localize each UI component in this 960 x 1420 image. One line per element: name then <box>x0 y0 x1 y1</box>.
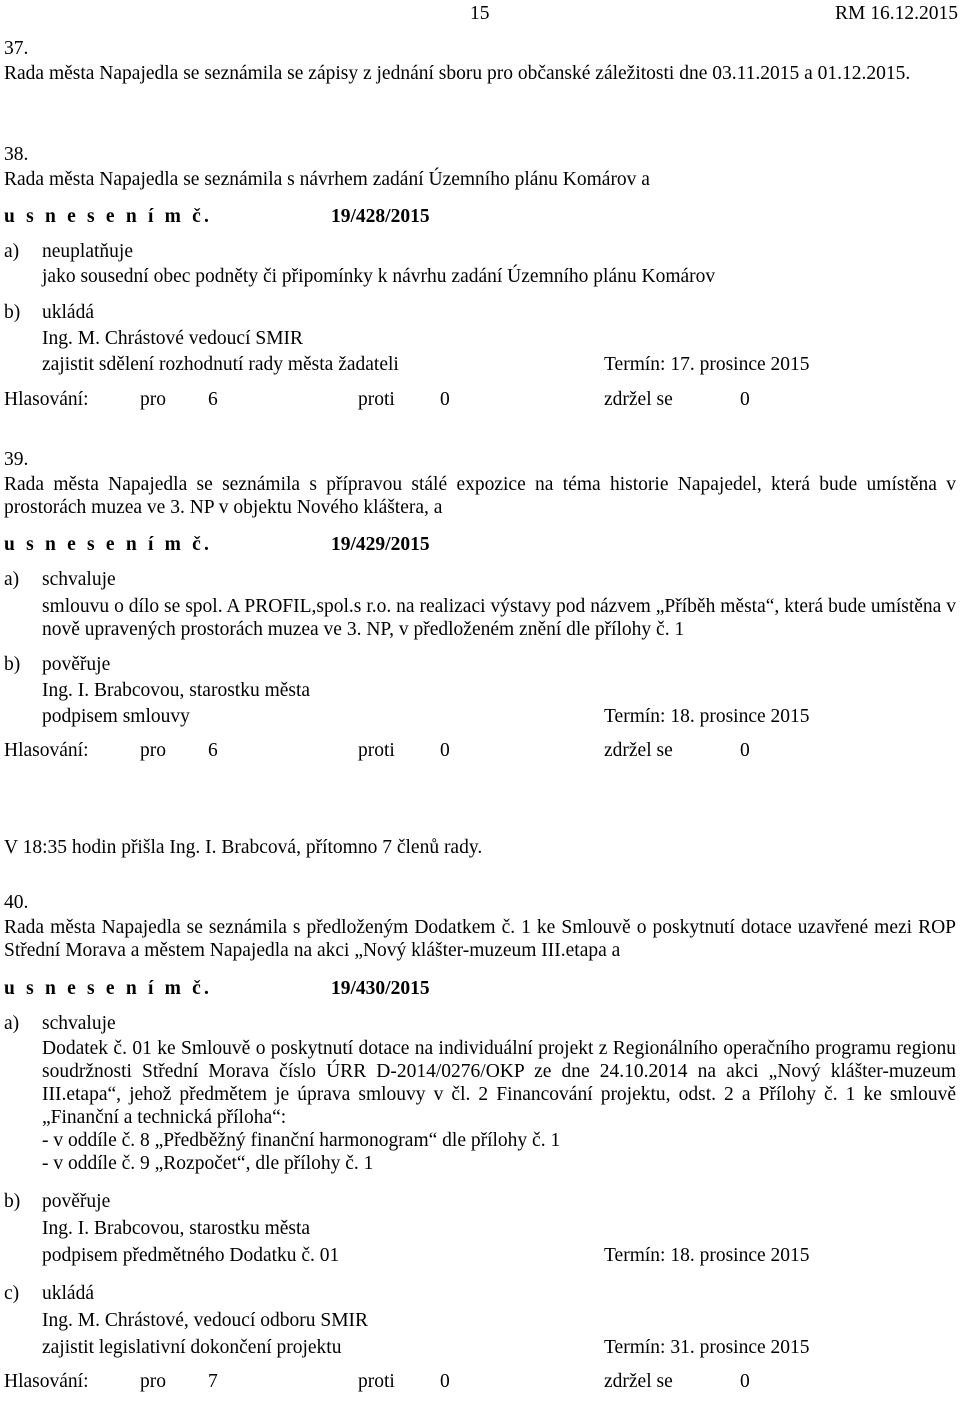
vote-row <box>4 1370 956 1393</box>
vote-zdrzel-label: zdržel se <box>604 389 673 410</box>
vote-proti-count: 0 <box>440 389 450 410</box>
vote-proti-count: 0 <box>440 740 450 761</box>
item-a-list-2: - v oddíle č. 9 „Rozpočet“, dle přílohy č. 1 <box>42 1153 374 1174</box>
item-verb: pověřuje <box>42 654 111 675</box>
task-row <box>4 1244 956 1267</box>
task-text: zajistit sdělení rozhodnutí rady města žadateli <box>42 354 399 375</box>
attendance-note: V 18:35 hodin přišla Ing. I. Brabcová, přítomno 7 členů rady. <box>4 837 483 858</box>
vote-pro-count: 6 <box>208 740 218 761</box>
page-header <box>0 2 960 26</box>
item-a: a) schvaluje <box>4 1013 116 1034</box>
vote-pro-count: 6 <box>208 389 218 410</box>
vote-pro-label: pro <box>140 740 166 761</box>
section-38 <box>4 143 956 411</box>
section-text: Rada města Napajedla se seznámila se zápisy z jednání sboru pro občanské záležitosti dne 03.11.2015 a 01.12.2015. <box>4 63 911 84</box>
section-number: 39. <box>4 449 29 470</box>
vote-label: Hlasování: <box>4 389 89 410</box>
section-number: 37. <box>4 38 29 59</box>
section-intro: Rada města Napajedla se seznámila s předloženým Dodatkem č. 1 ke Smlouvě o poskytnutí dotace uzavřené mezi ROP Střední Morava a městem Napajedla na akci „Nový klášter-muzeum III.etapa a <box>4 917 956 961</box>
task-text: podpisem smlouvy <box>42 706 190 727</box>
vote-pro-label: pro <box>140 389 166 410</box>
task-deadline: Termín: 31. prosince 2015 <box>604 1337 810 1358</box>
item-verb: pověřuje <box>42 1191 111 1212</box>
resolution-label: u s n e s e n í m č. <box>4 206 213 227</box>
task-deadline: Termín: 17. prosince 2015 <box>604 354 810 375</box>
section-intro: Rada města Napajedla se seznámila s přípravou stálé expozice na téma historie Napajedel, která bude umístěna v prostorách muzea ve 3. NP v objektu Nového kláštera, a <box>4 474 956 518</box>
vote-zdrzel-label: zdržel se <box>604 740 673 761</box>
task-row <box>4 1336 956 1359</box>
vote-zdrzel-label: zdržel se <box>604 1371 673 1392</box>
vote-pro-count: 7 <box>208 1371 218 1392</box>
resolution-number <box>4 977 956 1000</box>
task-row <box>4 353 956 376</box>
item-verb: schvaluje <box>42 569 116 590</box>
vote-label: Hlasování: <box>4 1371 89 1392</box>
section-intro: Rada města Napajedla se seznámila s návrhem zadání Územního plánu Komárov a <box>4 169 650 190</box>
resolution-number <box>4 205 956 228</box>
vote-zdrzel-count: 0 <box>740 389 750 410</box>
document-reference: RM 16.12.2015 <box>835 3 958 24</box>
section-37 <box>4 37 956 85</box>
item-a-list-1: - v oddíle č. 8 „Předběžný finanční harmonogram“ dle přílohy č. 1 <box>42 1130 561 1151</box>
item-a-text: jako sousední obec podněty či připomínky k návrhu zadání Územního plánu Komárov <box>42 266 716 287</box>
vote-proti-label: proti <box>358 389 395 410</box>
vote-pro-label: pro <box>140 1371 166 1392</box>
item-a-text: smlouvu o dílo se spol. A PROFIL,spol.s r.o. na realizaci výstavy pod názvem „Příběh města“, která bude umístěna v nově upravených prostorách muzea ve 3. NP, v předloženém znění dle přílohy č. 1 <box>42 596 956 640</box>
vote-proti-label: proti <box>358 740 395 761</box>
vote-label: Hlasování: <box>4 740 89 761</box>
item-c: c) ukládá <box>4 1283 94 1304</box>
vote-proti-count: 0 <box>440 1371 450 1392</box>
item-verb: schvaluje <box>42 1013 116 1034</box>
section-40 <box>4 891 956 1393</box>
task-deadline: Termín: 18. prosince 2015 <box>604 1245 810 1266</box>
item-b-person: Ing. M. Chrástové vedoucí SMIR <box>42 328 304 349</box>
task-text: podpisem předmětného Dodatku č. 01 <box>42 1245 340 1266</box>
vote-row <box>4 388 956 411</box>
resolution-id: 19/429/2015 <box>331 534 430 555</box>
resolution-id: 19/428/2015 <box>331 206 430 227</box>
resolution-id: 19/430/2015 <box>331 978 430 999</box>
section-number: 40. <box>4 892 29 913</box>
item-b-person: Ing. I. Brabcovou, starostku města <box>42 1218 311 1239</box>
item-b: b) ukládá <box>4 302 94 323</box>
item-b-person: Ing. I. Brabcovou, starostku města <box>42 680 311 701</box>
item-a: a) schvaluje <box>4 569 116 590</box>
resolution-label: u s n e s e n í m č. <box>4 978 213 999</box>
vote-row <box>4 739 956 762</box>
task-row <box>4 705 956 728</box>
section-39 <box>4 448 956 762</box>
task-deadline: Termín: 18. prosince 2015 <box>604 706 810 727</box>
task-text: zajistit legislativní dokončení projektu <box>42 1337 342 1358</box>
item-c-person: Ing. M. Chrástové, vedoucí odboru SMIR <box>42 1310 369 1331</box>
resolution-number <box>4 533 956 556</box>
item-b: b) pověřuje <box>4 654 111 675</box>
item-verb: ukládá <box>42 1283 94 1304</box>
item-a: a) neuplatňuje <box>4 241 133 262</box>
vote-proti-label: proti <box>358 1371 395 1392</box>
vote-zdrzel-count: 0 <box>740 1371 750 1392</box>
resolution-label: u s n e s e n í m č. <box>4 534 213 555</box>
page-number: 15 <box>470 3 490 24</box>
vote-zdrzel-count: 0 <box>740 740 750 761</box>
item-verb: neuplatňuje <box>42 241 133 262</box>
item-verb: ukládá <box>42 302 94 323</box>
item-b: b) pověřuje <box>4 1191 111 1212</box>
item-a-text: Dodatek č. 01 ke Smlouvě o poskytnutí dotace na individuální projekt z Regionálního operačního programu regionu soudržnosti Střední Morava číslo ÚRR D-2014/0276/OKP ze dne 24.10.2014 na akci „Nový klášter-muzeum III.etapa“, jehož předmětem je úprava smlouvy v čl. 2 Financování projektu, odst. 2 a Přílohy č. 1 ke smlouvě „Finanční a technická příloha“: <box>42 1038 956 1128</box>
section-number: 38. <box>4 144 29 165</box>
